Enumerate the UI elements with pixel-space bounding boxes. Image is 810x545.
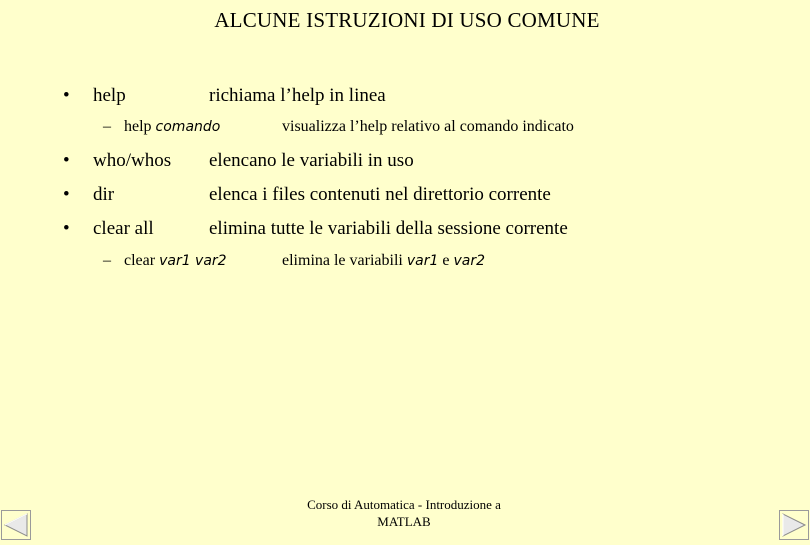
command-label: who/whos [93,150,172,171]
list-item-who-whos [0,150,810,178]
triangle-right-icon [779,510,809,540]
bullet: • [63,218,70,239]
triangle-left-icon [1,510,31,540]
command-label: clear all [93,218,154,239]
bullet: • [63,85,70,106]
sub-command-description: elimina le variabili var1 e var2 [282,252,486,269]
next-slide-button[interactable] [779,510,809,540]
dash: – [103,118,111,135]
footer-line: MATLAB [377,514,431,529]
command-label: help [93,85,126,106]
sub-item-clear-vars [0,252,810,280]
command-description: elimina tutte le variabili della sessione corrente [209,218,568,239]
list-item-clear-all [0,218,810,246]
bullet: • [63,150,70,171]
sub-command-description: visualizza l’help relativo al comando indicato [282,118,574,135]
sub-item-help-comando [0,118,810,146]
sub-command-label: clear var1 var2 [124,252,227,269]
variable-name: var1 [406,253,439,269]
command-description: richiama l’help in linea [209,85,386,106]
command-description: elencano le variabili in uso [209,150,414,171]
command-argument: comando [155,119,221,135]
command-label: dir [93,184,115,205]
variable-name: var2 [453,253,486,269]
footer-line: Corso di Automatica - Introduzione a [307,497,501,512]
bullet: • [63,184,70,205]
slide-footer [290,496,518,530]
list-item-dir [0,184,810,212]
slide-title: ALCUNE ISTRUZIONI DI USO COMUNE [214,8,600,32]
sub-command-label: help comando [124,118,221,135]
command-argument: var1 var2 [159,253,227,269]
command-description: elenca i files contenuti nel direttorio corrente [209,184,551,205]
previous-slide-button[interactable] [1,510,31,540]
dash: – [103,252,111,269]
list-item-help [0,85,810,113]
